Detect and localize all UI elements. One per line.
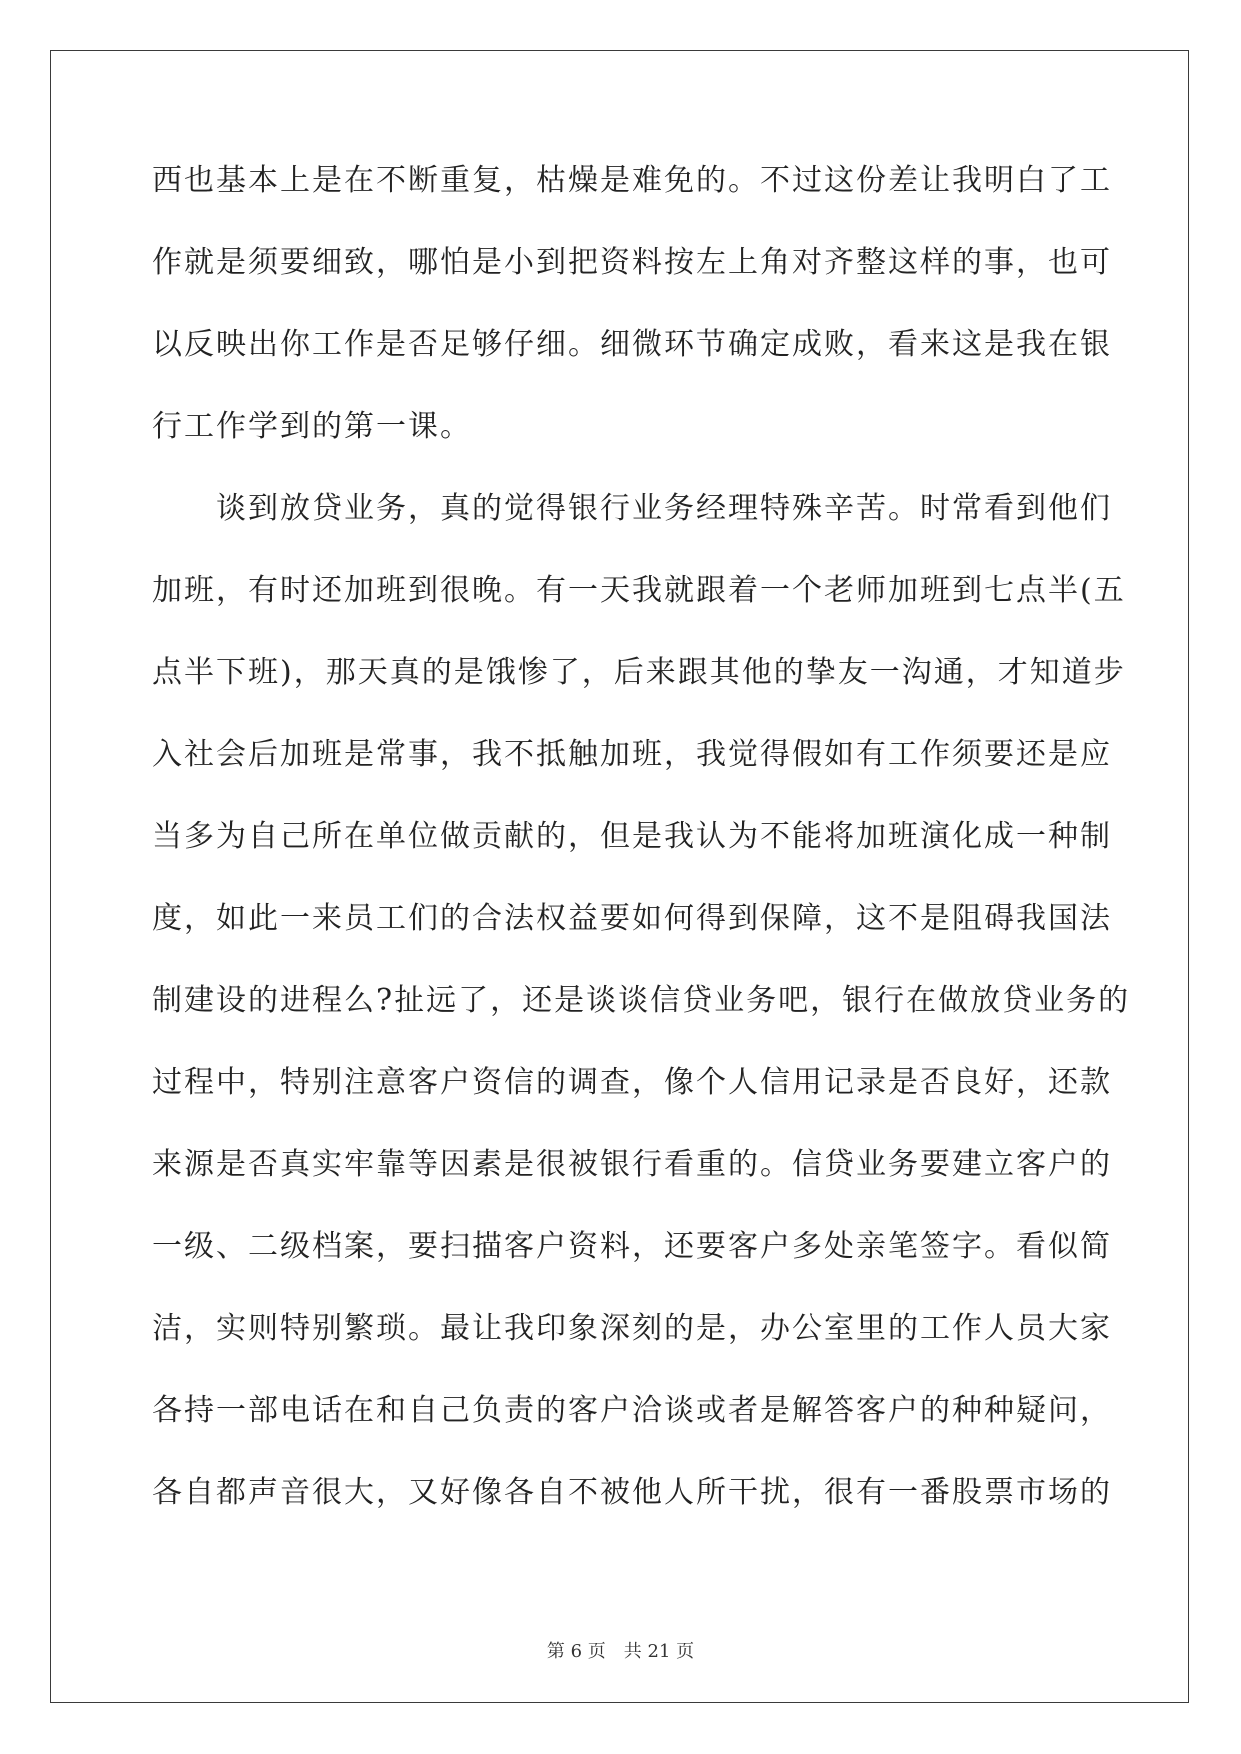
text-line: 当多为自己所在单位做贡献的，但是我认为不能将加班演化成一种制 (152, 819, 1112, 854)
text-line: 点半下班)，那天真的是饿惨了，后来跟其他的挚友一沟通，才知道步 (152, 655, 1126, 690)
text-line: 度，如此一来员工们的合法权益要如何得到保障，这不是阻碍我国法 (152, 901, 1112, 936)
document-body (152, 160, 1131, 1554)
text-line: 谈到放贷业务，真的觉得银行业务经理特殊辛苦。时常看到他们 (216, 491, 1112, 526)
text-line: 过程中，特别注意客户资信的调查，像个人信用记录是否良好，还款 (152, 1065, 1112, 1100)
text-line: 入社会后加班是常事，我不抵触加班，我觉得假如有工作须要还是应 (152, 737, 1112, 772)
text-line: 西也基本上是在不断重复，枯燥是难免的。不过这份差让我明白了工 (152, 163, 1112, 198)
text-line: 各自都声音很大，又好像各自不被他人所干扰，很有一番股票市场的 (152, 1475, 1112, 1510)
text-line: 制建设的进程么?扯远了，还是谈谈信贷业务吧，银行在做放贷业务的 (152, 983, 1131, 1018)
text-line: 各持一部电话在和自己负责的客户洽谈或者是解答客户的种种疑问， (152, 1393, 1112, 1428)
text-line: 行工作学到的第一课。 (152, 409, 472, 444)
paragraph-2 (152, 488, 1131, 1554)
text-line: 加班，有时还加班到很晚。有一天我就跟着一个老师加班到七点半(五 (152, 573, 1126, 608)
text-line: 来源是否真实牢靠等因素是很被银行看重的。信贷业务要建立客户的 (152, 1147, 1112, 1182)
page-label: 第 6 页 共 21 页 (546, 1641, 695, 1662)
text-line: 洁，实则特别繁琐。最让我印象深刻的是，办公室里的工作人员大家 (152, 1311, 1112, 1346)
paragraph-1 (152, 160, 1112, 488)
text-line: 作就是须要细致，哪怕是小到把资料按左上角对齐整这样的事，也可 (152, 245, 1112, 280)
text-line: 一级、二级档案，要扫描客户资料，还要客户多处亲笔签字。看似简 (152, 1229, 1112, 1264)
page-number-footer (0, 1637, 1241, 1663)
text-line: 以反映出你工作是否足够仔细。细微环节确定成败，看来这是我在银 (152, 327, 1112, 362)
